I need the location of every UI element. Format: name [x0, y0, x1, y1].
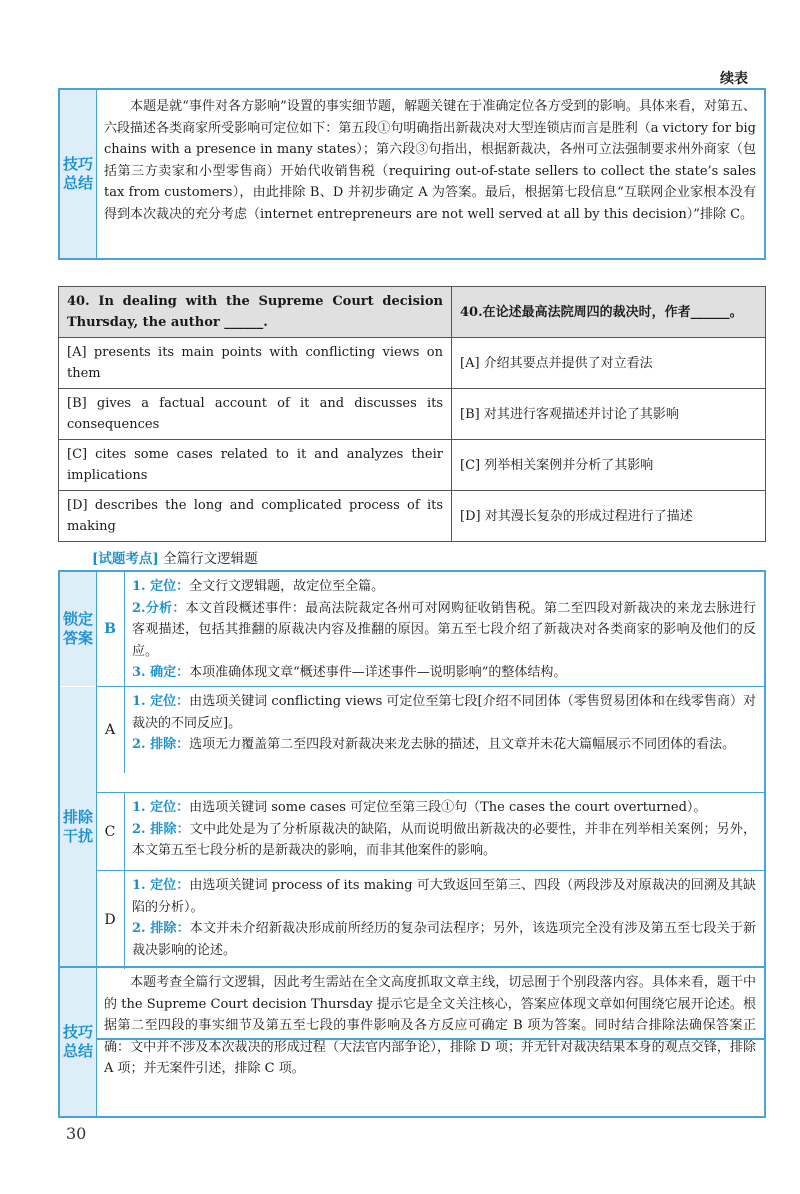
question-stem-zh: 40.在论述最高法院周四的裁决时，作者______。 — [452, 287, 766, 338]
analysis-line: 1. 定位：由选项关键词 some cases 可定位至第三段①句（The cases the court overturned）。 — [132, 800, 707, 815]
page-number: 30 — [66, 1124, 87, 1143]
analysis-line: 2.分析：本文首段概述事件：最高法院裁定各州可对网购征收销售税。第二至四段对新裁决的来龙去脉进行客观描述，包括其推翻的原裁决内容及推翻的原因。第五至七段介绍了新裁决对各类商家的影响及他们的反应。 — [132, 600, 756, 659]
exclude-label: 排除干扰 — [60, 687, 97, 966]
question-table — [58, 286, 766, 542]
option-a-analysis-row — [96, 686, 764, 773]
analysis-line: 2. 排除：本文并未介绍新裁决形成前所经历的复杂司法程序；另外，该选项完全没有涉及第五至七段关于新裁决影响的论述。 — [132, 921, 756, 958]
continued-label: 续表 — [720, 71, 748, 87]
analysis-line: 1. 定位：全文行文逻辑题，故定位至全篇。 — [132, 579, 385, 594]
option-row — [59, 491, 766, 542]
option-a-en: [A] presents its main points with conflicting views on them — [59, 338, 452, 389]
tip-text: 本题是就“事件对各方影响”设置的事实细节题，解题关键在于准确定位各方受到的影响。具体来看，对第五、六段描述各类商家所受影响可定位如下：第五段①句明确指出新裁决对大型连锁店而言是胜利（a victory for big chains with a presence in many states）；第六段③句指出，根据新裁决，各州可立法强制要求州外商家（包括第三方卖家和小型零售商）开始代收销售税（requiring out-of-state sellers to collect the state’s sales tax from customers），由此排除 B、D 并初步确定 A 为答案。最后，根据第七段信息“互联网企业家根本没有得到本次裁决的充分考虑（internet entrepreneurs are not well served at all by this decision）”排除 C。 — [104, 99, 756, 222]
option-c-analysis-row — [96, 792, 764, 871]
exam-point-tag: [试题考点] — [92, 551, 159, 567]
option-row — [59, 338, 766, 389]
analysis-line: 1. 定位：由选项关键词 process of its making 可大致返回至第三、四段（两段涉及对原裁决的回溯及其缺陷的分析）。 — [132, 878, 756, 915]
question-stem-row — [59, 287, 766, 338]
option-letter: C — [96, 793, 125, 871]
lock-answer-label: 锁定答案 — [60, 572, 97, 686]
option-d-en: [D] describes the long and complicated process of its making — [59, 491, 452, 542]
correct-answer-row — [60, 572, 764, 686]
analysis-line: 2. 排除：选项无力覆盖第二至四段对新裁决来龙去脉的描述，且文章并未花大篇幅展示不同团体的看法。 — [132, 737, 736, 752]
tip-box-bottom — [58, 966, 766, 1118]
option-b-zh: [B] 对其进行客观描述并讨论了其影响 — [452, 389, 766, 440]
option-row — [59, 440, 766, 491]
tip-label: 技巧总结 — [60, 968, 97, 1116]
option-c-en: [C] cites some cases related to it and analyzes their implications — [59, 440, 452, 491]
option-c-zh: [C] 列举相关案例并分析了其影响 — [452, 440, 766, 491]
option-d-zh: [D] 对其漫长复杂的形成过程进行了描述 — [452, 491, 766, 542]
option-letter: D — [96, 871, 125, 969]
analysis-line: 3. 确定：本项准确体现文章“概述事件—详述事件—说明影响”的整体结构。 — [132, 665, 567, 680]
analysis-line: 1. 定位：由选项关键词 conflicting views 可定位至第七段[介绍不同团体（零售贸易团体和在线零售商）对裁决的不同反应]。 — [132, 694, 756, 731]
analysis-line: 2. 排除：文中此处是为了分析原裁决的缺陷，从而说明做出新裁决的必要性，并非在列举相关案例；另外，本文第五至七段分析的是新裁决的影响，而非其他案件的影响。 — [132, 821, 756, 858]
tip-label: 技巧总结 — [60, 90, 97, 258]
option-a-zh: [A] 介绍其要点并提供了对立看法 — [452, 338, 766, 389]
option-row — [59, 389, 766, 440]
tip-box-top — [58, 88, 766, 260]
answer-letter: B — [96, 572, 125, 686]
exam-point — [92, 547, 258, 567]
question-stem-en: 40. In dealing with the Supreme Court decision Thursday, the author ______. — [59, 287, 452, 338]
tip-text: 本题考查全篇行文逻辑，因此考生需站在全文高度抓取文章主线，切忌囿于个别段落内容。具体来看，题干中的 the Supreme Court decision Thursday 提示它是全文关注核心，答案应体现文章如何围绕它展开论述。根据第二至四段的事实细节及第五至七段的事件影响及各方反应可确定 B 项为答案。同时结合排除法确保答案正确：文中并不涉及本次裁决的形成过程（大法官内部争论），排除 D 项；并无针对裁决结果本身的观点交锋，排除 A 项；并无案件引述，排除 C 项。 — [104, 975, 756, 1076]
option-b-en: [B] gives a factual account of it and discusses its consequences — [59, 389, 452, 440]
exam-point-text: 全篇行文逻辑题 — [163, 551, 258, 567]
option-d-analysis-row — [96, 870, 764, 969]
option-letter: A — [96, 687, 125, 773]
